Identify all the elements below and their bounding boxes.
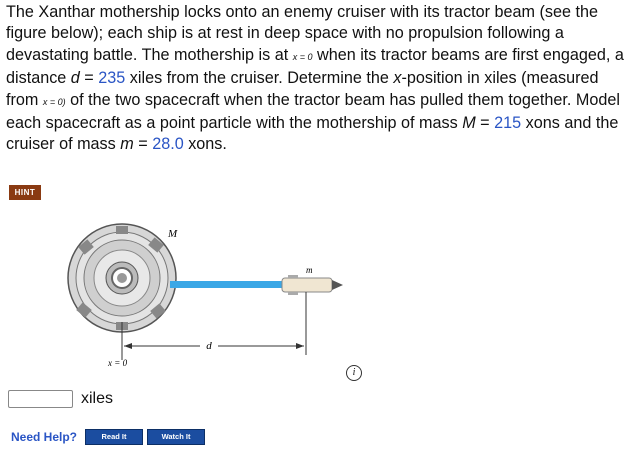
var-m: m xyxy=(120,135,134,154)
x-zero-inline: x = 0 xyxy=(292,51,313,62)
value-d: 235 xyxy=(98,69,126,88)
answer-unit: xiles xyxy=(81,390,114,407)
problem-sentence-5: of the two spacecraft when the tractor beam has pulled them together. Model each spacecraft as a point particle with the mothership of mass xyxy=(6,90,620,133)
tractor-beam xyxy=(170,281,300,288)
problem-sentence-6: xons and the cruiser of mass xyxy=(6,114,619,154)
mothership-icon xyxy=(68,224,176,332)
label-m: m xyxy=(306,265,313,275)
problem-sentence-4: -position in xiles (measured from xyxy=(6,69,599,109)
equals-M: = xyxy=(475,114,495,133)
value-m: 28.0 xyxy=(152,135,184,154)
problem-sentence-7: xons. xyxy=(183,135,227,154)
answer-input[interactable] xyxy=(8,390,73,408)
problem-sentence-2: when its tractor beams are first engaged, a distance xyxy=(6,45,624,88)
equals-m: = xyxy=(133,135,153,154)
need-help-label: Need Help? xyxy=(11,430,78,444)
equals-d: = xyxy=(79,69,99,88)
help-row xyxy=(11,429,209,445)
label-d: d xyxy=(206,340,212,352)
cruiser-icon xyxy=(282,275,343,295)
problem-text xyxy=(6,2,630,156)
value-M: 215 xyxy=(494,114,522,133)
problem-sentence-1: The Xanthar mothership locks onto an enemy cruiser with its tractor beam (see the figure below); each ship is at rest in deep space with no propulsion following a devastating battle. The mothership is at xyxy=(6,3,599,64)
label-M: M xyxy=(168,228,178,240)
var-x: x xyxy=(393,69,402,88)
x-zero-paren: x = 0) xyxy=(42,96,66,107)
hint-button[interactable]: HINT xyxy=(9,185,41,200)
info-icon[interactable]: i xyxy=(346,365,362,381)
tractor-beam-figure xyxy=(60,220,350,370)
answer-row xyxy=(8,390,113,408)
var-d: d xyxy=(70,69,80,88)
var-M: M xyxy=(462,114,476,133)
problem-sentence-3: xiles from the cruiser. Determine the xyxy=(125,69,394,88)
label-x-zero: x = 0 xyxy=(108,358,128,368)
watch-it-button[interactable]: Watch It xyxy=(147,429,205,445)
read-it-button[interactable]: Read It xyxy=(85,429,143,445)
